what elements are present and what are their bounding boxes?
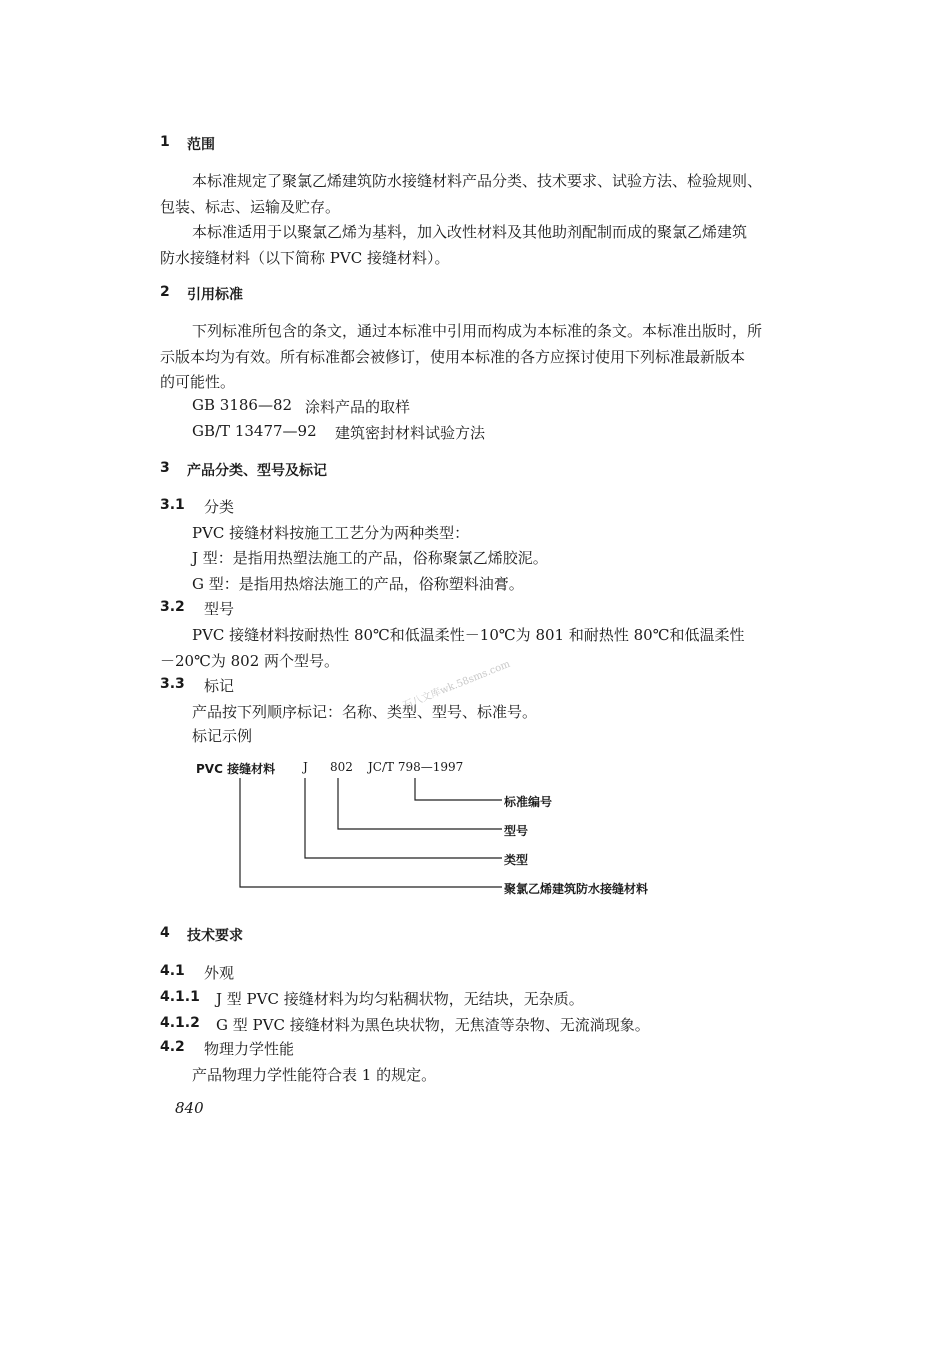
reference-2-code: GB/T 13477—92 — [192, 422, 317, 440]
section-3-2-title: 型号 — [204, 600, 235, 618]
section-3-3-line2: 标记示例 — [192, 727, 253, 745]
section-3-1-line1: PVC 接缝材料按施工工艺分为两种类型： — [192, 524, 470, 542]
section-2-para-line1: 下列标准所包含的条文，通过本标准中引用而构成为本标准的条文。本标准出版时，所 — [192, 322, 763, 340]
section-4-1-2-number: 4.1.2 — [160, 1015, 200, 1031]
section-3-1-line3: G 型：是指用热熔法施工的产品，俗称塑料油膏。 — [192, 575, 524, 593]
reference-1-name: 涂料产品的取样 — [305, 398, 411, 416]
section-3-3-title: 标记 — [204, 677, 235, 695]
section-4-title: 技术要求 — [187, 928, 243, 944]
marking-standard: JC/T 798—1997 — [368, 760, 464, 774]
section-2-para-line3: 的可能性。 — [160, 373, 236, 391]
watermark: 石八文库wk.58sms.com — [401, 658, 512, 712]
section-3-1-title: 分类 — [204, 498, 235, 516]
section-1-para1-line2: 包装、标志、运输及贮存。 — [160, 198, 341, 216]
section-1-para1-line1: 本标准规定了聚氯乙烯建筑防水接缝材料产品分类、技术要求、试验方法、检验规则、 — [192, 172, 763, 190]
label-standard-number: 标准编号 — [504, 795, 553, 809]
section-3-1-number: 3.1 — [160, 497, 185, 513]
section-4-2-number: 4.2 — [160, 1039, 185, 1055]
section-3-2-line1: PVC 接缝材料按耐热性 80℃和低温柔性－10℃为 801 和耐热性 80℃和低温柔性 — [192, 626, 745, 644]
section-1-para2-line1: 本标准适用于以聚氯乙烯为基料，加入改性材料及其他助剂配制而成的聚氯乙烯建筑 — [192, 223, 748, 241]
section-3-1-line2: J 型：是指用热塑法施工的产品，俗称聚氯乙烯胶泥。 — [192, 549, 548, 567]
marking-type: J — [303, 760, 308, 774]
section-3-2-line2: －20℃为 802 两个型号。 — [160, 652, 340, 670]
section-2-number: 2 — [160, 284, 170, 300]
label-type: 类型 — [504, 853, 529, 867]
section-3-2-number: 3.2 — [160, 599, 185, 615]
marking-name: PVC 接缝材料 — [196, 762, 276, 776]
section-3-number: 3 — [160, 460, 170, 476]
section-4-1-1-text: J 型 PVC 接缝材料为均匀粘稠状物，无结块，无杂质。 — [216, 990, 584, 1008]
section-2-title: 引用标准 — [187, 287, 243, 303]
section-1-title: 范围 — [187, 137, 215, 153]
section-3-3-number: 3.3 — [160, 676, 185, 692]
reference-1-code: GB 3186—82 — [192, 396, 293, 414]
section-1-para2-line2: 防水接缝材料（以下简称 PVC 接缝材料）。 — [160, 249, 450, 267]
label-model: 型号 — [504, 824, 529, 838]
section-3-title: 产品分类、型号及标记 — [187, 463, 327, 479]
section-4-1-number: 4.1 — [160, 963, 185, 979]
section-3-3-line1: 产品按下列顺序标记：名称、类型、型号、标准号。 — [192, 703, 538, 721]
section-4-1-title: 外观 — [204, 964, 235, 982]
page-number: 840 — [175, 1099, 204, 1117]
section-4-2-text: 产品物理力学性能符合表 1 的规定。 — [192, 1066, 437, 1084]
reference-2-name: 建筑密封材料试验方法 — [335, 424, 486, 442]
section-4-number: 4 — [160, 925, 170, 941]
label-name: 聚氯乙烯建筑防水接缝材料 — [504, 882, 649, 896]
section-1-number: 1 — [160, 134, 170, 150]
section-4-1-1-number: 4.1.1 — [160, 989, 200, 1005]
marking-model: 802 — [330, 760, 353, 774]
section-4-2-title: 物理力学性能 — [204, 1040, 295, 1058]
section-4-1-2-text: G 型 PVC 接缝材料为黑色块状物，无焦渣等杂物、无流淌现象。 — [216, 1016, 650, 1034]
section-2-para-line2: 示版本均为有效。所有标准都会被修订，使用本标准的各方应探讨使用下列标准最新版本 — [160, 348, 746, 366]
